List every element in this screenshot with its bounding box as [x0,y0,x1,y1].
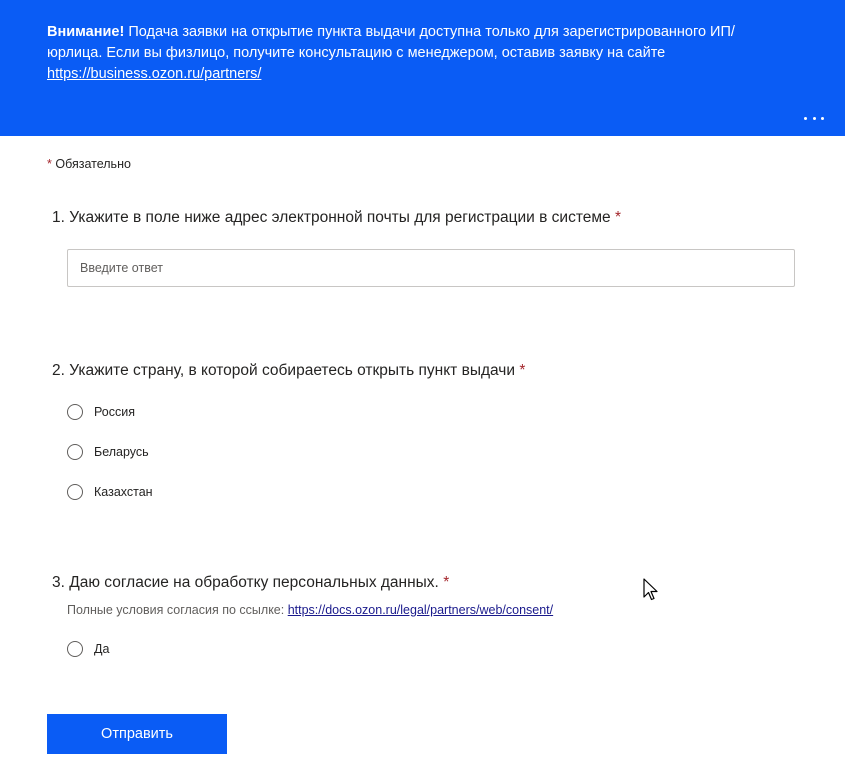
question-3-text: Даю согласие на обработку персональных данных. [69,574,439,591]
mouse-pointer-icon [643,578,659,602]
question-2-text: Укажите страну, в которой собираетесь открыть пункт выдачи [69,362,516,379]
warning-body: Подача заявки на открытие пункта выдачи доступна только для зарегистрированного ИП/юрлица. Если вы физлицо, получите консультацию с менеджером, оставив заявку на сайте [47,24,735,61]
radio-circle[interactable] [67,444,83,460]
more-horizontal-icon[interactable] [804,111,824,125]
radio-circle[interactable] [67,641,83,657]
question-3-required-star: * [443,574,450,591]
question-2-required-star: * [519,362,526,379]
required-label: Обязательно [55,157,131,171]
radio-circle[interactable] [67,484,83,500]
radio-option-russia[interactable] [67,402,135,422]
required-star: * [47,157,52,171]
question-1-text: Укажите в поле ниже адрес электронной почты для регистрации в системе [69,209,611,226]
email-answer-input[interactable] [67,249,795,287]
radio-option-yes[interactable] [67,639,109,659]
question-3-number: 3. [52,574,65,591]
question-1-title [52,209,621,227]
radio-label: Беларусь [94,445,149,459]
radio-circle[interactable] [67,404,83,420]
submit-button[interactable]: Отправить [47,714,227,754]
consent-note-text: Полные условия согласия по ссылке: [67,603,288,617]
question-1-number: 1. [52,209,65,226]
warning-text [47,22,767,85]
warning-bold: Внимание! [47,24,125,40]
radio-option-kazakhstan[interactable] [67,482,153,502]
consent-link[interactable]: https://docs.ozon.ru/legal/partners/web/consent/ [287,603,554,617]
radio-label: Россия [94,405,135,419]
partners-link[interactable]: https://business.ozon.ru/partners/ [47,66,262,82]
question-2-title [52,362,525,380]
required-note [47,157,131,171]
question-3-title [52,574,449,592]
question-1-required-star: * [614,209,622,226]
radio-label: Казахстан [94,485,153,499]
header-banner [0,0,845,136]
radio-option-belarus[interactable] [67,442,149,462]
radio-label: Да [94,642,110,656]
question-2-number: 2. [52,362,65,379]
consent-note [67,603,553,617]
